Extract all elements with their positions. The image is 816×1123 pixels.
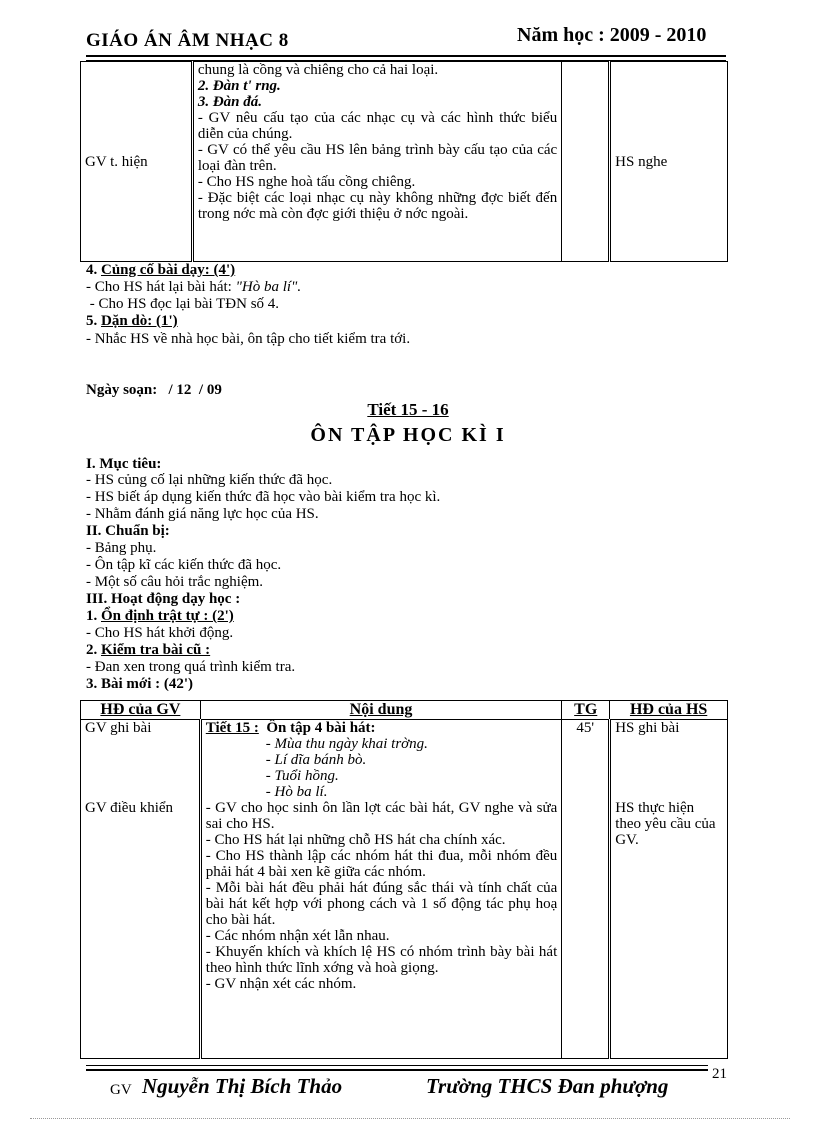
gv-activity-text: GV ghi bài: [85, 720, 152, 736]
hs-activity-cell: [610, 720, 728, 1059]
page-bottom-edge: [30, 1118, 790, 1119]
column-header-hs: HĐ của HS: [610, 701, 728, 720]
activity-step-2-item: - Đan xen trong quá trình kiểm tra.: [86, 659, 296, 675]
song-item: - Hò ba lí.: [265, 784, 328, 800]
preparation-item: - Bảng phụ.: [86, 540, 157, 556]
activity-step-3-heading: 3. Bài mới : (42'): [86, 676, 194, 692]
content-line: - Cho HS hát lại những chỗ HS hát cha chính xác.: [205, 832, 506, 848]
column-header-content: Nội dung: [200, 701, 561, 720]
content-line: - Khuyến khích và khích lệ HS có nhóm trình bày bài hát theo hình thức lĩnh xớng và hoà giọng.: [205, 944, 558, 976]
table-header-row: [81, 701, 728, 720]
footer-divider-thick: [86, 1069, 708, 1071]
song-item: - Mùa thu ngày khai trờng.: [265, 736, 428, 752]
time-cell: [562, 62, 610, 262]
objective-item: - HS củng cố lại những kiến thức đã học.: [86, 472, 333, 488]
content-subheading: 2. Đàn t' rng.: [197, 78, 281, 94]
gv-activity-text: GV điều khiển: [85, 800, 174, 816]
lesson-number: Tiết 15 - 16: [367, 400, 449, 419]
preparation-item: - Ôn tập kĩ các kiến thức đã học.: [86, 557, 282, 573]
hs-activity-text: HS thực hiện theo yêu cầu của GV.: [615, 800, 716, 848]
section-5-heading: 5. Dặn dò: (1'): [86, 313, 178, 329]
table-row: [81, 720, 728, 1059]
column-header-time: TG: [562, 701, 610, 720]
lesson-part-heading: Tiết 15 : Ôn tập 4 bài hát:: [205, 720, 376, 736]
hs-activity-text: HS nghe: [615, 153, 668, 170]
gv-activity-text: GV t. hiện: [85, 153, 148, 170]
time-cell: 45': [562, 720, 610, 1059]
section-4-item: - Cho HS đọc lại bài TĐN số 4.: [86, 296, 280, 312]
content-line: - Mỗi bài hát đều phải hát đúng sắc thái và tính chất của bài hát kết hợp với phong cách và 1 số động tác phụ hoạ cho bài hát.: [205, 880, 558, 928]
section-5-item: - Nhắc HS về nhà học bài, ôn tập cho tiết kiểm tra tới.: [86, 331, 411, 347]
gv-activity-cell: [81, 720, 201, 1059]
activity-table-continued: [80, 61, 728, 262]
column-header-gv: HĐ của GV: [81, 701, 201, 720]
song-item: - Lí dĩa bánh bò.: [265, 752, 367, 768]
content-line: - Cho HS thành lập các nhóm hát thi đua, mỗi nhóm đều phải hát 4 bài xen kẽ giữa các nhóm.: [205, 848, 558, 880]
footer-teacher-prefix: GV: [110, 1082, 132, 1098]
lesson-activity-table: [80, 700, 728, 1059]
page-number: 21: [712, 1066, 727, 1082]
content-cell: [200, 720, 561, 1059]
footer-teacher-name: Nguyễn Thị Bích Thảo: [142, 1074, 343, 1098]
table-row: [81, 62, 728, 262]
content-line: - GV nêu cấu tạo của các nhạc cụ và các hình thức biểu diễn của chúng.: [197, 110, 558, 142]
content-line: - Cho HS nghe hoà tấu cồng chiêng.: [197, 174, 416, 190]
lesson-title: ÔN TẬP HỌC KÌ I: [310, 424, 506, 446]
activities-heading: III. Hoạt động dạy học :: [86, 591, 241, 607]
hs-activity-cell: [610, 62, 728, 262]
preparation-heading: II. Chuẩn bị:: [86, 523, 170, 539]
content-line: - GV cho học sinh ôn lần lợt các bài hát, GV nghe và sửa sai cho HS.: [205, 800, 558, 832]
objective-item: - Nhằm đánh giá năng lực học của HS.: [86, 506, 319, 522]
header-school-year: Năm học : 2009 - 2010: [517, 24, 707, 46]
hs-activity-text: HS ghi bài: [615, 720, 680, 736]
section-4-item: - Cho HS hát lại bài hát: "Hò ba lí".: [86, 279, 302, 295]
prep-date: Ngày soạn: / 12 / 09: [86, 382, 222, 398]
activity-step-1-heading: 1. Ổn định trật tự : (2'): [86, 608, 234, 624]
content-line: - GV nhận xét các nhóm.: [205, 976, 357, 992]
activity-step-1-item: - Cho HS hát khởi động.: [86, 625, 234, 641]
footer-school-name: Trường THCS Đan phượng: [426, 1074, 669, 1098]
header-subject: GIÁO ÁN ÂM NHẠC 8: [86, 30, 289, 51]
gv-activity-cell: [81, 62, 193, 262]
objectives-heading: I. Mục tiêu:: [86, 456, 162, 472]
content-line: - GV có thể yêu cầu HS lên bảng trình bày cấu tạo của các loại đàn trên.: [197, 142, 558, 174]
content-line: - Đặc biệt các loại nhạc cụ này không những đợc biết đến trong nớc mà còn đợc giới thiệu ở nớc ngoài.: [197, 190, 558, 222]
header-divider: [86, 55, 726, 57]
section-4-heading: 4. Củng cố bài dạy: (4'): [86, 262, 236, 278]
objective-item: - HS biết áp dụng kiến thức đã học vào bài kiểm tra học kì.: [86, 489, 441, 505]
content-line: chung là cồng và chiêng cho cả hai loại.: [197, 62, 439, 78]
footer-divider: [86, 1065, 708, 1066]
activity-step-2-heading: 2. Kiểm tra bài cũ :: [86, 642, 211, 658]
content-cell: [192, 62, 561, 262]
song-item: - Tuổi hồng.: [265, 768, 339, 784]
preparation-item: - Một số câu hỏi trắc nghiệm.: [86, 574, 264, 590]
content-line: - Các nhóm nhận xét lẫn nhau.: [205, 928, 390, 944]
content-subheading: 3. Đàn đá.: [197, 94, 263, 110]
